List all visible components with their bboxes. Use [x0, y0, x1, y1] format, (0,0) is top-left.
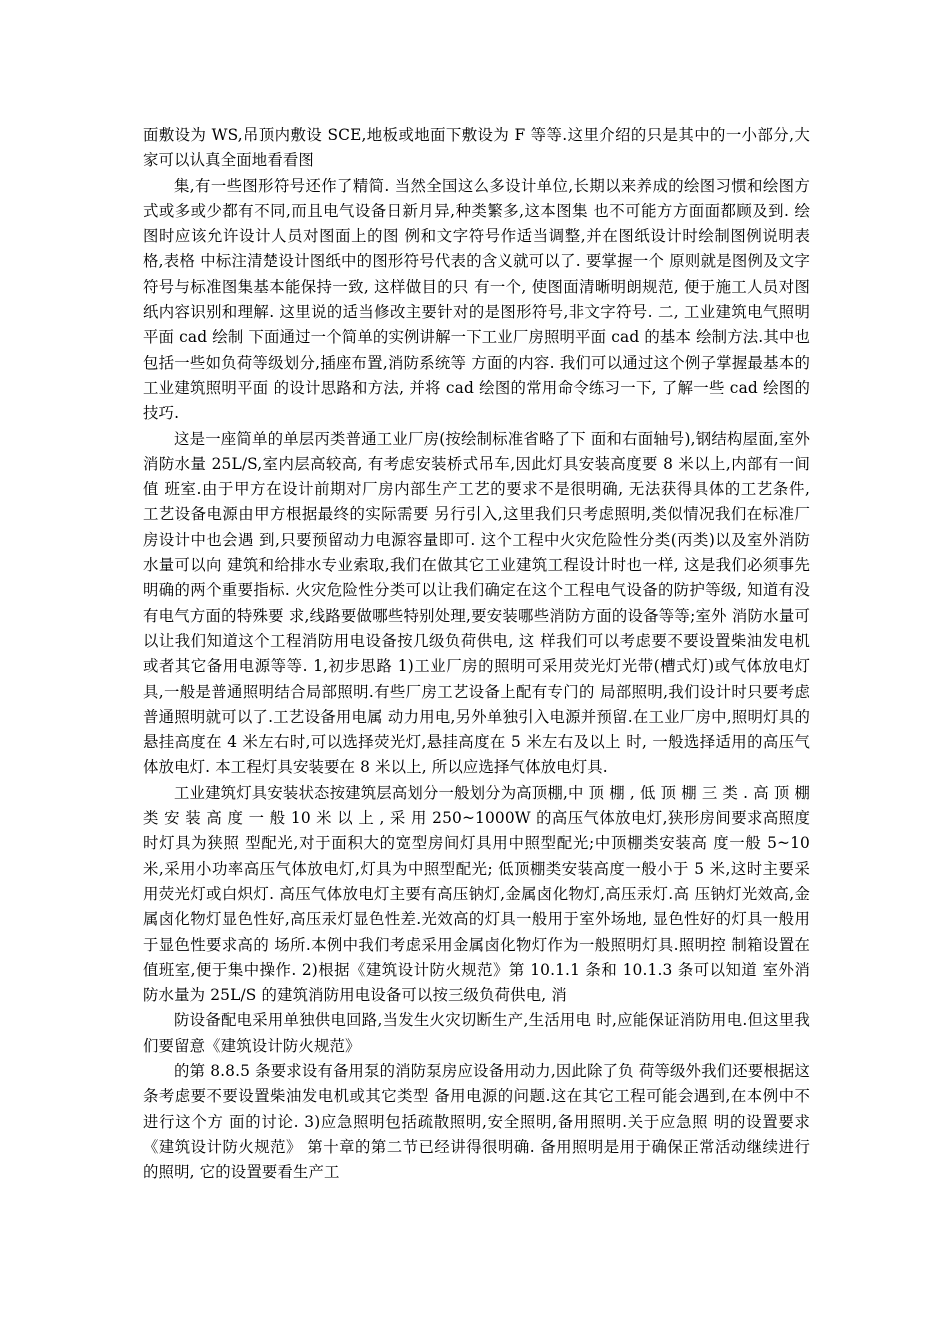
document-page: [143, 123, 810, 1185]
paragraph-2: 集,有一些图形符号还作了精简. 当然全国这么多设计单位,长期以来养成的绘图习惯和绘图方 式或多或少都有不同,而且电气设备日新月异,种类繁多,这本图集 也不可能方方面面都顾及到. 绘图时应该允许设计人员对图面上的图 例和文字符号作适当调整,并在图纸设计时绘制图例说明表格,表格 中标注清楚设计图纸中的图形符号代表的含义就可以了. 要掌握一个 原则就是图例及文字符号与标准图集基本能保持一致, 这样做目的只 有一个, 使图面清晰明朗规范, 便于施工人员对图纸内容识别和理解. 这里说的适当修改主要针对的是图形符号,非文字符号. 二, 工业建筑电气照明平面 cad 绘制 下面通过一个简单的实例讲解一下工业厂房照明平面 cad 的基本 绘制方法.其中也包括一些如负荷等级划分,插座布置,消防系统等 方面的内容. 我们可以通过这个例子掌握最基本的工业建筑照明平面 的设计思路和方法, 并将 cad 绘图的常用命令练习一下, 了解一些 cad 绘图的技巧.: [143, 176, 810, 423]
paragraph-1: 面敷设为 WS,吊顶内敷设 SCE,地板或地面下敷设为 F 等等.这里介绍的只是其中的一小部分,大家可以认真全面地看看图: [143, 126, 810, 170]
paragraph-6: 的第 8.8.5 条要求设有备用泵的消防泵房应设备用动力,因此除了负 荷等级外我们还要根据这条考虑要不要设置柴油发电机或其它类型 备用电源的问题.这在其它工程可能会遇到,在本例中不进行这个方 面的讨论. 3)应急照明包括疏散照明,安全照明,备用照明.关于应急照 明的设置要求 《建筑设计防火规范》 第十章的第二节已经讲得很明确. 备用照明是用于确保正常活动继续进行的照明, 它的设置要看生产工: [143, 1061, 810, 1182]
paragraph-4: 工业建筑灯具安装状态按建筑层高划分一般划分为高顶棚,中 顶 棚 , 低 顶 棚 三 类 . 高 顶 棚 类 安 装 高 度 一 般 10 米 以 上 , 采 用 250~1000W 的高压气体放电灯,狭形房间要求高照度时灯具为狭照 型配光,对于面积大的宽型房间灯具用中照型配光;中顶棚类安装高 度一般 5~10 米,采用小功率高压气体放电灯,灯具为中照型配光; 低顶棚类安装高度一般小于 5 米,这时主要采用荧光灯或白炽灯. 高压气体放电灯主要有高压钠灯,金属卤化物灯,高压汞灯.高 压钠灯光效高,金属卤化物灯显色性好,高压汞灯显色性差.光效高的灯具一般用于室外场地, 显色性好的灯具一般用于显色性要求高的 场所.本例中我们考虑采用金属卤化物灯作为一般照明灯具.照明控 制箱设置在值班室,便于集中操作. 2)根据《建筑设计防火规范》第 10.1.1 条和 10.1.3 条可以知道 室外消防水量为 25L/S 的建筑消防用电设备可以按三级负荷供电, 消: [143, 783, 810, 1005]
paragraph-5: 防设备配电采用单独供电回路,当发生火灾切断生产,生活用电 时,应能保证消防用电.但这里我们要留意《建筑设计防火规范》: [143, 1011, 810, 1055]
paragraph-3: 这是一座简单的单层丙类普通工业厂房(按绘制标准省略了下 面和右面轴号),钢结构屋面,室外消防水量 25L/S,室内层高较高, 有考虑安装桥式吊车,因此灯具安装高度要 8 米以上,内部有一间值 班室.由于甲方在设计前期对厂房内部生产工艺的要求不是很明确, 无法获得具体的工艺条件, 工艺设备电源由甲方根据最终的实际需要 另行引入,这里我们只考虑照明,类似情况我们在标准厂房设计中也会遇 到,只要预留动力电源容量即可. 这个工程中火灾危险性分类(丙类)以及室外消防水量可以向 建筑和给排水专业索取,我们在做其它工业建筑工程设计时也一样, 这是我们必须事先明确的两个重要指标. 火灾危险性分类可以让我们确定在这个工程电气设备的防护等级, 知道有没有电气方面的特殊要 求,线路要做哪些特别处理,要安装哪些消防方面的设备等等;室外 消防水量可以让我们知道这个工程消防用电设备按几级负荷供电, 这 样我们可以考虑要不要设置柴油发电机或者其它备用电源等等. 1,初步思路 1)工业厂房的照明可采用荧光灯光带(槽式灯)或气体放电灯 具,一般是普通照明结合局部照明.有些厂房工艺设备上配有专门的 局部照明,我们设计时只要考虑普通照明就可以了.工艺设备用电属 动力用电,另外单独引入电源并预留.在工业厂房中,照明灯具的悬挂高度在 4 米左右时,可以选择荧光灯,悬挂高度在 5 米左右及以上 时, 一般选择适用的高压气体放电灯. 本工程灯具安装要在 8 米以上, 所以应选择气体放电灯具.: [143, 429, 810, 777]
